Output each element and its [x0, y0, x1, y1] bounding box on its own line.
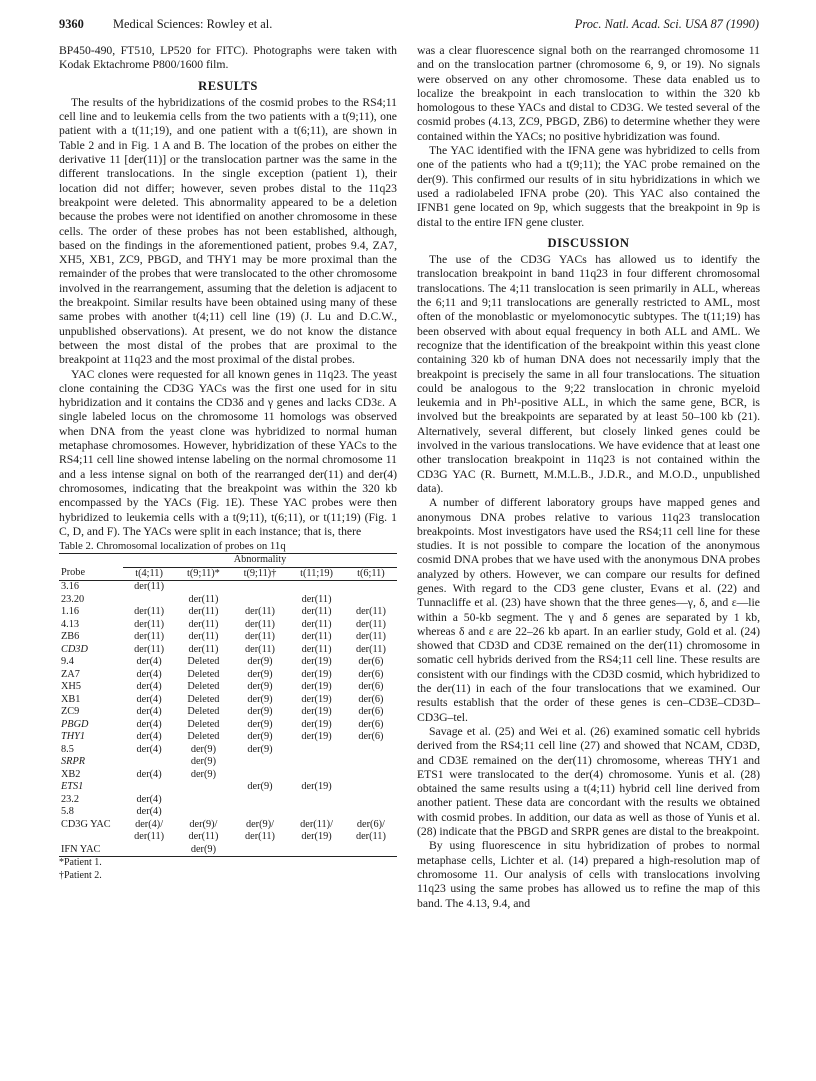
location-cell: der(11) — [245, 618, 275, 630]
table-row — [59, 744, 397, 757]
location-cell — [345, 794, 397, 807]
discussion-paragraph-3: Savage et al. (25) and Wei et al. (26) examined somatic cell hybrids derived from the RS4;11 cell line (27) and showed that NCAM, CD3D, and CD3E remained on the der(11) chromosome, whereas THY1 and ETS1 were translocated to the der(4) chromosome. Yunis et al. (28) obtained the same results using a t(4;11) hybrid cell line derived from another patient. These data are concordant with the results we obtained with cosmid probes. In addition, our data as well as those of Yunis et al. (28) indicate that the PBGD and SRPR genes are distal to the breakpoint. — [417, 724, 760, 839]
column-header: t(6;11) — [345, 567, 397, 581]
column-header: t(9;11)* — [175, 567, 232, 581]
location-cell — [345, 581, 397, 594]
location-cell: der(4) — [136, 656, 162, 668]
table-body — [59, 581, 397, 857]
table-caption: Table 2. Chromosomal localization of probes on 11q — [59, 540, 286, 553]
location-cell: der(4) — [136, 768, 162, 780]
results-paragraph-3: was a clear fluorescence signal both on the rearranged chromosome 11 and on the translocation partner (chromosome 6, 9, or 19). No signals were observed on any other chromosome. These data enabled us to localize the breakpoint in each translocation to within the 320 kb homologous to these YACs and distal to CD3G. We tested several of the cosmid probes (4.13, ZC9, PBGD, ZB6) to determine whether they were contained within the YACs; no positive hybridization was found. — [417, 44, 760, 143]
probe-cell: PBGD — [61, 718, 89, 730]
probe-cell: XB2 — [61, 768, 81, 780]
location-cell — [288, 844, 345, 857]
location-cell — [232, 769, 289, 782]
location-cell — [345, 594, 397, 607]
location-cell: der(11) — [188, 831, 219, 843]
location-cell: der(11) — [301, 631, 332, 643]
probe-header: Probe — [59, 567, 123, 581]
location-cell — [175, 794, 232, 807]
location-cell: der(11) — [355, 643, 386, 655]
location-cell: der(9) — [247, 668, 273, 680]
location-cell: der(19) — [301, 668, 332, 680]
location-cell: der(11) — [301, 643, 332, 655]
location-cell — [232, 581, 289, 594]
location-cell: der(11) — [355, 631, 386, 643]
location-cell: der(9) — [247, 693, 273, 705]
location-cell: der(11) — [188, 606, 219, 618]
journal-citation: Proc. Natl. Acad. Sci. USA 87 (1990) — [574, 17, 759, 31]
probe-cell: ZC9 — [61, 706, 80, 718]
location-cell: der(9) — [247, 718, 273, 730]
location-cell — [345, 844, 397, 857]
location-cell: der(6) — [358, 693, 384, 705]
table-2 — [59, 553, 397, 857]
probe-cell: 5.8 — [61, 806, 74, 818]
location-cell: der(19) — [301, 731, 332, 743]
location-cell — [288, 794, 345, 807]
location-cell: der(4) — [136, 668, 162, 680]
location-cell: der(6) — [358, 731, 384, 743]
location-cell: der(11) — [188, 631, 219, 643]
results-paragraph-1: The results of the hybridizations of the cosmid probes to the RS4;11 cell line and to leukemia cells from the two patients with a t(9;11), one patient with a t(11;19), and one patient with a t(6;11), are shown in Table 2 and in Fig. 1 A and B. The location of the probes on either the derivative 11 [der(11)] or the translocation partner was the same in the different translocations. In the single exception (patient 1), their location did not differ; however, seven probes distal to the 11q23 breakpoint were deleted. This abnormality appeared to be a deletion because the probes were not identified on another chromosome in these cells. The order of these probes has not been established, although, based on the findings in the aforementioned patient, probes 9.4, ZA7, XH5, XB1, ZC9, PBGD, and THY1 may be more proximal than the remainder of the probes that were translocated to the other chromosome involved in the rearrangement, assuming that the deletion is adjacent to the breakpoint. Similar results have been obtained using many of these same probes with another t(4;11) cell line (19) (J. Lu and D.C.W., unpublished observations). At present, we do not know the distance between the most distal of the probes that are proximal to the breakpoint at 11q23 and the most proximal of the distal probes. — [59, 95, 397, 367]
table-row — [59, 606, 397, 619]
location-cell: der(11) — [301, 606, 332, 618]
location-cell: der(11) — [134, 581, 165, 593]
table-row — [59, 731, 397, 744]
table-row — [59, 806, 397, 819]
location-cell — [123, 756, 175, 769]
probe-cell: ETS1 — [61, 781, 84, 793]
table-row — [59, 644, 397, 657]
table-row — [59, 656, 397, 669]
location-cell: der(11) — [188, 643, 219, 655]
location-cell: der(9) — [190, 756, 216, 768]
left-column — [59, 44, 397, 882]
location-cell — [175, 581, 232, 594]
location-cell: der(11) — [355, 618, 386, 630]
location-cell — [175, 781, 232, 794]
location-cell — [345, 781, 397, 794]
location-cell: der(11) — [245, 643, 275, 655]
location-cell — [232, 594, 289, 607]
location-cell: der(9) — [247, 656, 273, 668]
location-cell: der(4) — [136, 706, 162, 718]
location-cell: der(4)/ — [135, 818, 164, 830]
location-cell — [345, 744, 397, 757]
location-cell: der(19) — [301, 831, 332, 843]
discussion-paragraph-1: The use of the CD3G YACs has allowed us to identify the translocation breakpoint in band 11q23 in four different chromosomal translocations. The 4;11 translocation is seen primarily in ALL, whereas the 6;11 and 9;11 translocations are generally restricted to AML, most often of the monoblastic or myelomonocytic subtypes. The t(11;19) has been observed with about equal frequency in both ALL and AML. We recognize that the identification of the breakpoint within this yeast clone containing 320 kb of human DNA does not necessarily imply that the breakpoint is precisely the same in all four translocations. The situation could be analogous to the 9;22 translocation in chronic myeloid leukemia and in Ph¹-positive ALL, in which the same gene, BCR, is involved but the breakpoints are separated by at least 50–100 kb (21). Alternatively, several different, but closely linked genes could be involved in the various translocations. We have evidence that at least one other translocation breakpoint in 11q23 is not contained within the CD3G YAC (R. Burnett, M.M.L.B., J.D.R., and M.O.D., unpublished data). — [417, 253, 760, 495]
probe-cell: 23.2 — [61, 793, 80, 805]
results-heading: RESULTS — [198, 78, 258, 93]
probe-cell: XB1 — [61, 693, 81, 705]
table-row — [59, 681, 397, 694]
location-cell — [123, 781, 175, 794]
probe-cell: CD3G YAC — [61, 818, 111, 830]
location-cell: der(4) — [136, 718, 162, 730]
location-cell: der(11) — [188, 593, 219, 605]
table-row — [59, 669, 397, 682]
table-row — [59, 844, 397, 857]
location-cell — [288, 769, 345, 782]
location-cell: der(11) — [134, 631, 165, 643]
location-cell: der(9) — [247, 743, 273, 755]
location-cell: Deleted — [187, 706, 220, 718]
location-cell: der(9)/ — [245, 818, 274, 830]
location-cell: der(11) — [355, 831, 386, 843]
column-header: t(4;11) — [123, 567, 175, 581]
table-spacer — [59, 554, 123, 568]
probe-cell: THY1 — [61, 731, 86, 743]
table-row — [59, 781, 397, 794]
location-cell — [232, 844, 289, 857]
table-footnote-2: †Patient 2. — [59, 869, 102, 881]
location-cell — [288, 744, 345, 757]
location-cell: der(4) — [136, 693, 162, 705]
table-row — [59, 694, 397, 707]
table-row — [59, 594, 397, 607]
table-row — [59, 831, 397, 844]
location-cell: Deleted — [187, 731, 220, 743]
location-cell: Deleted — [187, 656, 220, 668]
location-cell: der(6) — [358, 718, 384, 730]
location-cell — [232, 806, 289, 819]
location-cell: der(9) — [247, 706, 273, 718]
location-cell: Deleted — [187, 681, 220, 693]
table-row — [59, 631, 397, 644]
location-cell: der(9) — [190, 743, 216, 755]
location-cell: der(9) — [190, 843, 216, 855]
location-cell: der(11) — [301, 618, 332, 630]
right-column — [417, 44, 760, 911]
location-cell: der(4) — [136, 806, 162, 818]
table-row — [59, 719, 397, 732]
probe-cell: 9.4 — [61, 656, 74, 668]
location-cell — [123, 594, 175, 607]
location-cell — [288, 581, 345, 594]
location-cell — [345, 756, 397, 769]
location-cell: der(4) — [136, 743, 162, 755]
discussion-paragraph-4: By using fluorescence in situ hybridization of probes to normal metaphase cells, Lichter et al. (14) prepared a high-resolution map of chromosome 11. Our analysis of cells with translocations involving 11q23 using the same probes has allowed us to refine the map of this band. The 4.13, 9.4, and — [417, 839, 760, 910]
location-cell: der(19) — [301, 718, 332, 730]
location-cell: der(11) — [188, 618, 219, 630]
table-row — [59, 769, 397, 782]
location-cell: der(11)/ — [300, 818, 333, 830]
location-cell — [345, 806, 397, 819]
table-row — [59, 794, 397, 807]
probe-cell: 23.20 — [61, 593, 85, 605]
location-cell: der(6)/ — [356, 818, 385, 830]
probe-cell — [59, 831, 123, 844]
table-row — [59, 619, 397, 632]
location-cell — [232, 756, 289, 769]
location-cell — [288, 756, 345, 769]
location-cell: der(9)/ — [189, 818, 218, 830]
results-paragraph-2: YAC clones were requested for all known genes in 11q23. The yeast clone containing the CD3G YACs was the first one used for in situ hybridization and it contains the CD3δ and γ genes and lacks CD3ε. A single labeled locus on the chromosome 11 homologs was observed when DNA from the yeast clone was hybridized to normal human metaphase chromosomes. However, hybridization of these YACs to the RS4;11 cell line showed intense labeling on the normal chromosome 11 and a less intense signal on both of the rearranged der(11) and der(4) chromosomes, indicating that the breakpoint was within the 320 kb encompassed by the YACs (Fig. 1E). These YAC probes were then hybridized to leukemia cells with a t(9;11), t(6;11), or t(11;19) (Fig. 1 C, D, and F). The YACs were split in each instance; that is, there — [59, 367, 397, 538]
table-footnote-1: *Patient 1. — [59, 857, 102, 869]
location-cell: der(11) — [301, 593, 332, 605]
location-cell — [288, 806, 345, 819]
location-cell: der(6) — [358, 656, 384, 668]
running-header — [59, 17, 759, 37]
location-cell: der(19) — [301, 656, 332, 668]
column-header: t(11;19) — [288, 567, 345, 581]
location-cell: der(4) — [136, 681, 162, 693]
probe-cell: SRPR — [61, 756, 86, 768]
table-row — [59, 581, 397, 594]
location-cell: der(19) — [301, 781, 332, 793]
location-cell: der(11) — [134, 606, 165, 618]
location-cell: Deleted — [187, 693, 220, 705]
page-number: 9360 — [59, 17, 84, 31]
table-row — [59, 819, 397, 832]
probe-cell: ZA7 — [61, 668, 80, 680]
probe-cell: CD3D — [61, 643, 88, 655]
probe-cell: 3.16 — [61, 581, 80, 593]
location-cell: der(9) — [247, 731, 273, 743]
location-cell: der(11) — [355, 606, 386, 618]
discussion-heading: DISCUSSION — [547, 235, 630, 250]
location-cell: der(19) — [301, 706, 332, 718]
results-paragraph-4: The YAC identified with the IFNA gene was hybridized to cells from one of the patients who had a t(9;11); the YAC probe remained on the der(9). This confirmed our results of in situ hybridizations in which we used a radiolabeled IFNA probe (20). This YAC also contained the IFNB1 gene located on 9p, which suggests that the breakpoint in 9p is distal to the entire IFN gene cluster. — [417, 144, 760, 229]
discussion-paragraph-2: A number of different laboratory groups have mapped genes and anonymous DNA probes relative to various 11q23 translocation breakpoints. Most investigators have used the RS4;11 cell line for these studies. It is not possible to compare the location of the anonymous cosmid DNA probes that we have used with the anonymous DNA probes analyzed by others. However, we can compare our results for defined genes. With regard to the CD3 gene cluster, Evans et al. (22) and Tunnacliffe et al. (23) have shown that the three genes—γ, δ, and ε—lie within a 50-kb segment. The γ and δ genes are separated by 1 kb, whereas δ and ε are 22–26 kb apart. In an earlier study, Gold et al. (24) showed that CD3D and CD3E remained on the der(11) chromosome in somatic cell hybrids derived from the RS4;11 cell line. These results are consistent with our findings with the CD3D cosmid, which hybridized to the der(11) in each of the four translocations that we examined. Our results establish that the order of these genes is cen–CD3E–CD3D–CD3G–tel. — [417, 496, 760, 724]
probe-cell: IFN YAC — [61, 843, 101, 855]
location-cell: Deleted — [187, 668, 220, 680]
location-cell — [345, 769, 397, 782]
location-cell: der(11) — [134, 618, 165, 630]
location-cell: der(6) — [358, 706, 384, 718]
location-cell: der(9) — [247, 681, 273, 693]
location-cell: der(11) — [134, 643, 165, 655]
location-cell: der(11) — [245, 831, 275, 843]
location-cell — [175, 806, 232, 819]
probe-cell: ZB6 — [61, 631, 80, 643]
table-row — [59, 706, 397, 719]
location-cell: der(19) — [301, 693, 332, 705]
location-cell: der(11) — [134, 831, 165, 843]
location-cell: der(19) — [301, 681, 332, 693]
probe-cell: 8.5 — [61, 743, 74, 755]
location-cell: der(6) — [358, 668, 384, 680]
methods-tail: BP450-490, FT510, LP520 for FITC). Photographs were taken with Kodak Ektachrome P800/1600 film. — [59, 44, 397, 72]
location-cell: der(9) — [247, 781, 273, 793]
probe-cell: 4.13 — [61, 618, 80, 630]
location-cell — [123, 844, 175, 857]
location-cell: Deleted — [187, 718, 220, 730]
probe-cell: 1.16 — [61, 606, 80, 618]
location-cell — [232, 794, 289, 807]
location-cell: der(6) — [358, 681, 384, 693]
location-cell: der(4) — [136, 731, 162, 743]
column-header: t(9;11)† — [232, 567, 289, 581]
section-title: Medical Sciences: Rowley et al. — [113, 17, 273, 31]
location-cell: der(11) — [245, 606, 275, 618]
location-cell: der(9) — [190, 768, 216, 780]
abnormality-header: Abnormality — [123, 554, 397, 568]
location-cell: der(11) — [245, 631, 275, 643]
location-cell: der(4) — [136, 793, 162, 805]
probe-cell: XH5 — [61, 681, 82, 693]
table-row — [59, 756, 397, 769]
